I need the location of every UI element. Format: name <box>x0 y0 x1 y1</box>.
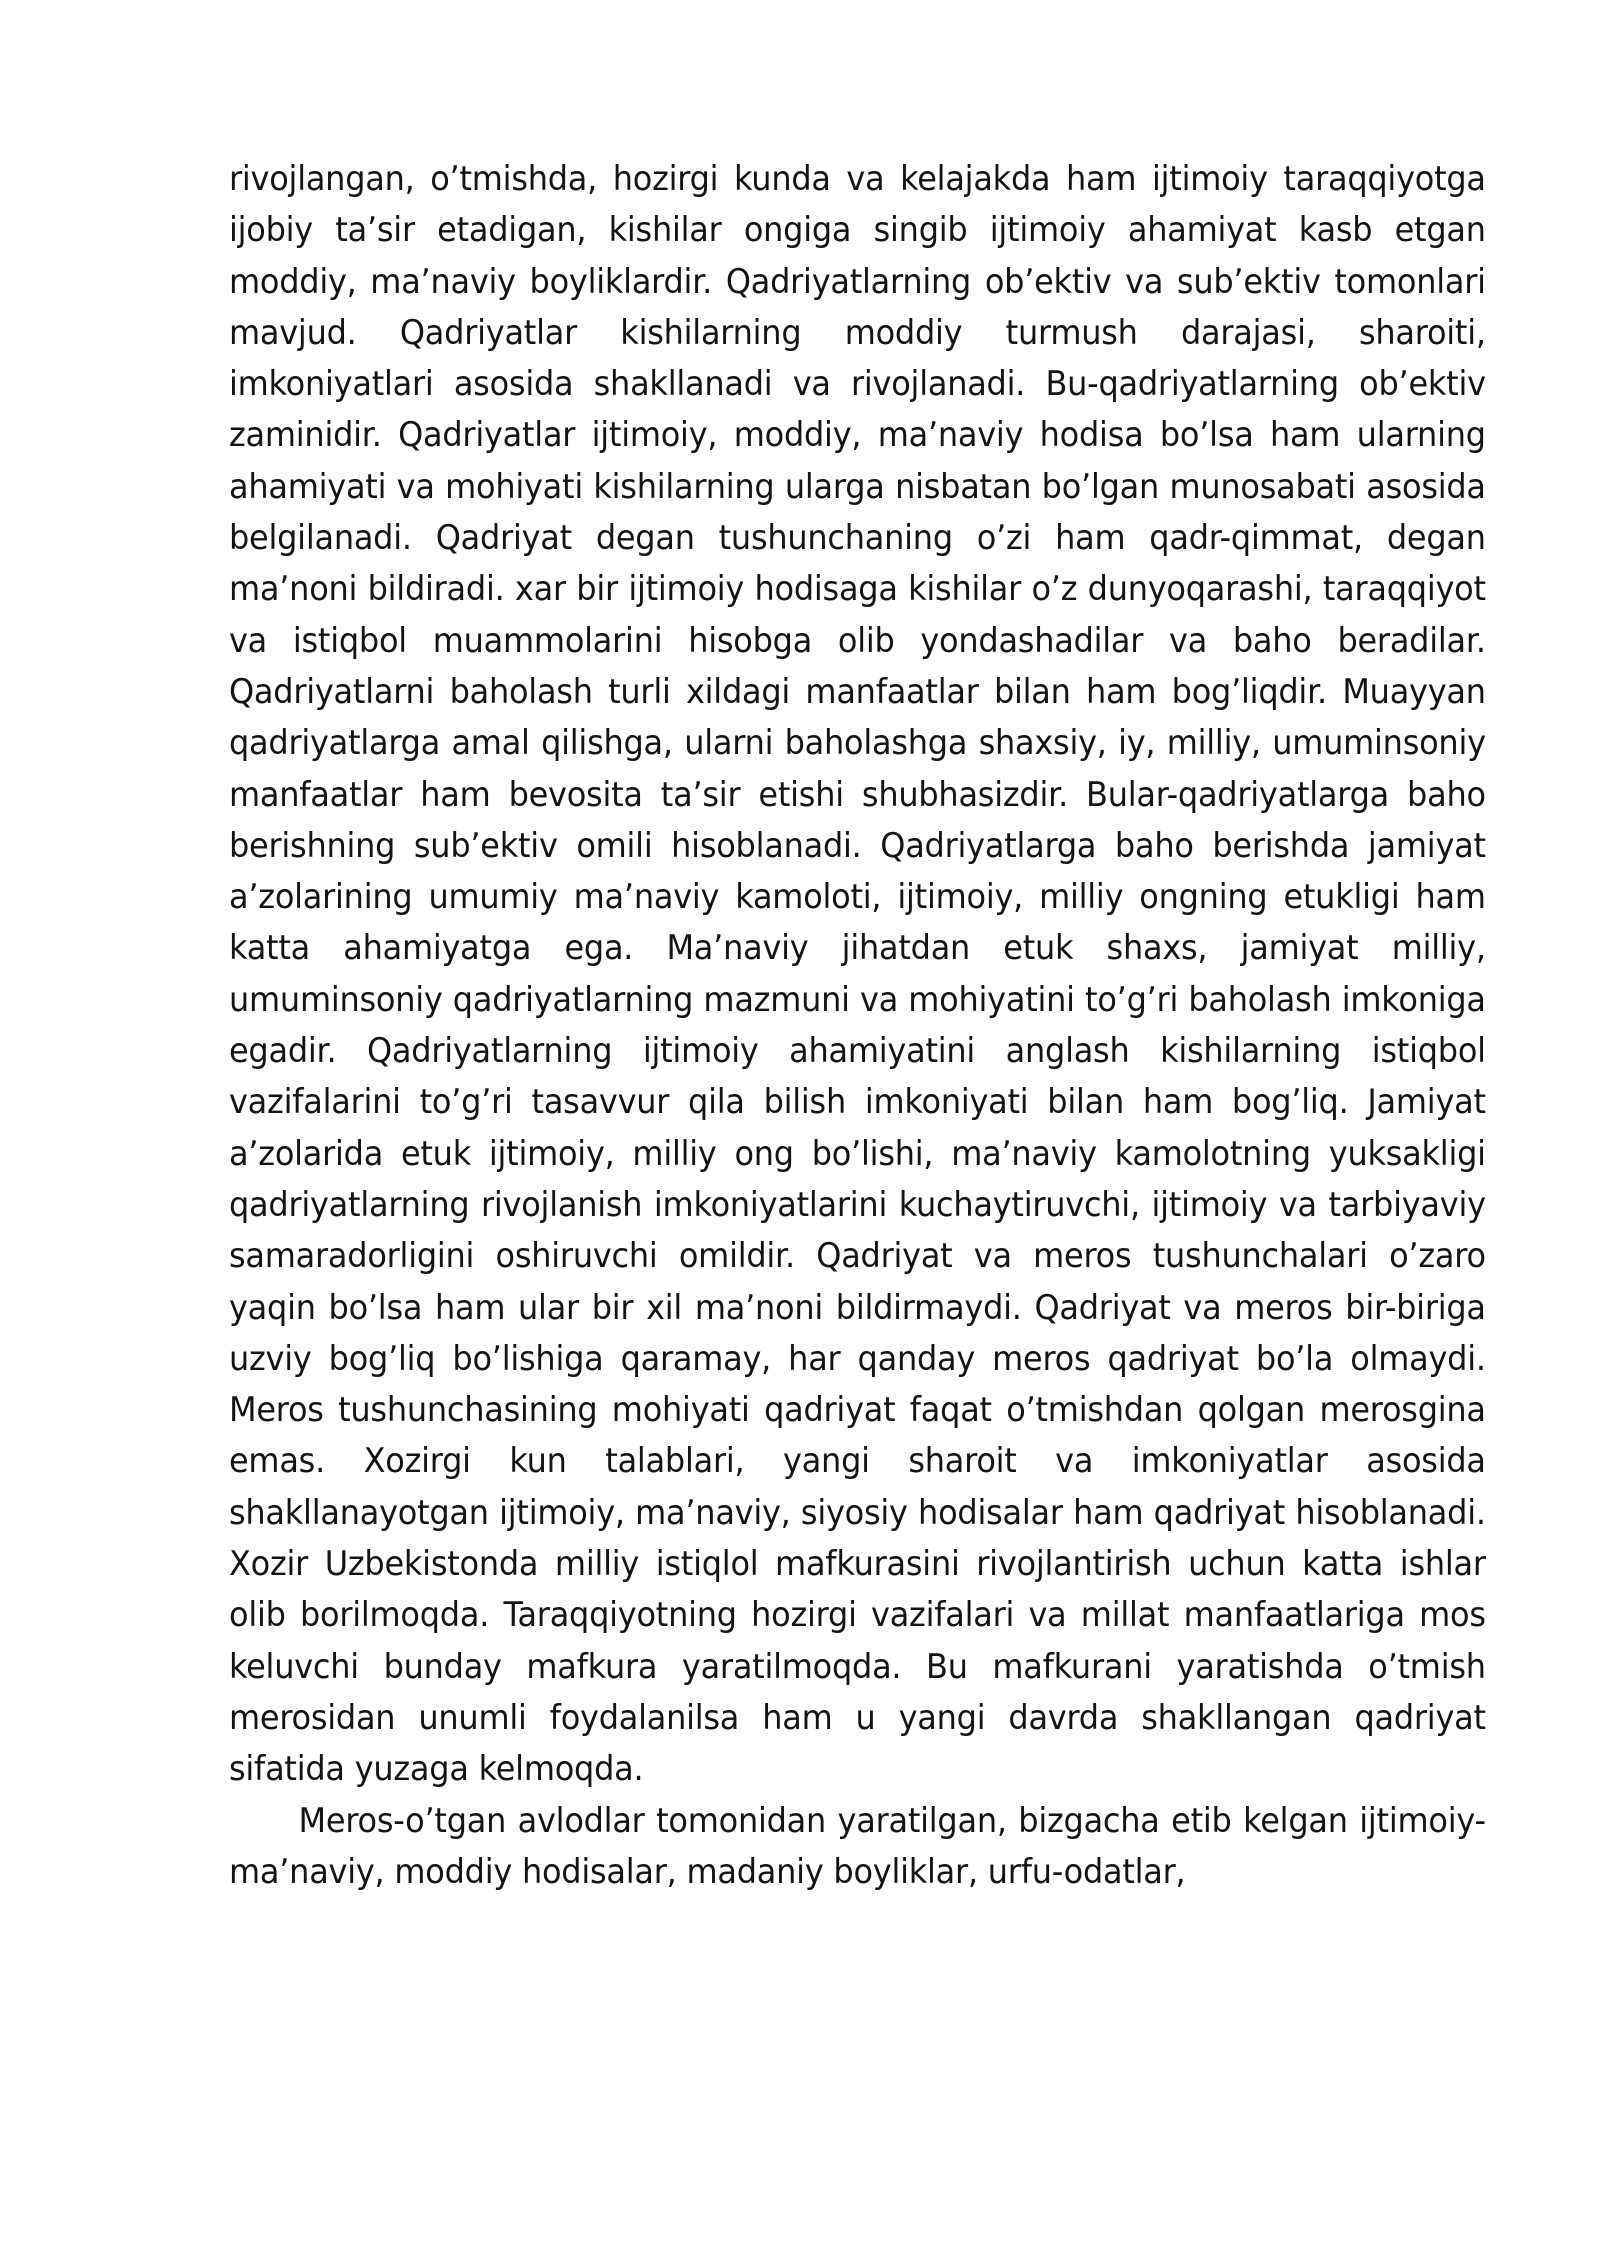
body-text <box>229 154 1486 1898</box>
paragraph-2: Meros-o’tgan avlodlar tomonidan yaratilgan, bizgacha etib kelgan ijtimoiy-ma’naviy, moddiy hodisalar, madaniy boyliklar, urfu-odatlar, <box>229 1800 1486 1892</box>
paragraph-1: rivojlangan, o’tmishda, hozirgi kunda va kelajakda ham ijtimoiy taraqqiyotga ijobiy ta’sir etadigan, kishilar ongiga singib ijtimoiy ahamiyat kasb etgan moddiy, ma’naviy boyliklardir. Qadriyatlarning ob’ektiv va sub’ektiv tomonlari mavjud. Qadriyatlar kishilarning moddiy turmush darajasi, sharoiti, imkoniyatlari asosida shakllanadi va rivojlanadi. Bu-qadriyatlarning ob’ektiv zaminidir. Qadriyatlar ijtimoiy, moddiy, ma’naviy hodisa bo’lsa ham ularning ahamiyati va mohiyati kishilarning ularga nisbatan bo’lgan munosabati asosida belgilanadi. Qadriyat degan tushunchaning o’zi ham qadr-qimmat, degan ma’noni bildiradi. xar bir ijtimoiy hodisaga kishilar o’z dunyoqarashi, taraqqiyot va istiqbol muammolarini hisobga olib yondashadilar va baho beradilar. Qadriyatlarni baholash turli xildagi manfaatlar bilan ham bog’liqdir. Muayyan qadriyatlarga amal qilishga, ularni baholashga shaxsiy, iy, milliy, umuminsoniy manfaatlar ham bevosita ta’sir etishi shubhasizdir. Bular-qadriyatlarga baho berishning sub’ektiv omili hisoblanadi. Qadriyatlarga baho berishda jamiyat a’zolarining umumiy ma’naviy kamoloti, ijtimoiy, milliy ongning etukligi ham katta ahamiyatga ega. Ma’naviy jihatdan etuk shaxs, jamiyat milliy, umuminsoniy qadriyatlarning mazmuni va mohiyatini to’g’ri baholash imkoniga egadir. Qadriyatlarning ijtimoiy ahamiyatini anglash kishilarning istiqbol vazifalarini to’g’ri tasavvur qila bilish imkoniyati bilan ham bog’liq. Jamiyat a’zolarida etuk ijtimoiy, milliy ong bo’lishi, ma’naviy kamolotning yuksakligi qadriyatlarning rivojlanish imkoniyatlarini kuchaytiruvchi, ijtimoiy va tarbiyaviy samaradorligini oshiruvchi omildir. Qadriyat va meros tushunchalari o’zaro yaqin bo’lsa ham ular bir xil ma’noni bildirmaydi. Qadriyat va meros bir-biriga uzviy bog’liq bo’lishiga qaramay, har qanday meros qadriyat bo’la olmaydi. Meros tushunchasining mohiyati qadriyat faqat o’tmishdan qolgan merosgina emas. Xozirgi kun talablari, yangi sharoit va imkoniyatlar asosida shakllanayotgan ijtimoiy, ma’naviy, siyosiy hodisalar ham qadriyat hisoblanadi. Xozir Uzbekistonda milliy istiqlol mafkurasini rivojlantirish uchun katta ishlar olib borilmoqda. Taraqqiyotning hozirgi vazifalari va millat manfaatlariga mos keluvchi bunday mafkura yaratilmoqda. Bu mafkurani yaratishda o’tmish merosidan unumli foydalanilsa ham u yangi davrda shakllangan qadriyat sifatida yuzaga kelmoqda. <box>229 159 1486 1790</box>
